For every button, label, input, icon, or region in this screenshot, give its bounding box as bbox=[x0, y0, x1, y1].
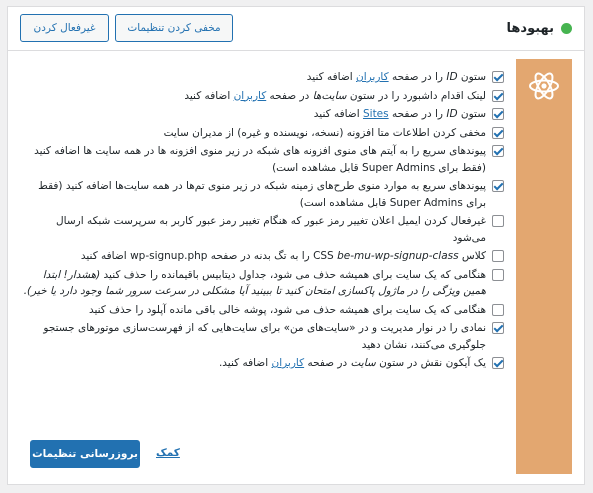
option-text: یک آیکون نقش در ستون bbox=[375, 357, 486, 369]
option-checkbox[interactable] bbox=[492, 250, 504, 262]
users-page-link[interactable]: کاربران bbox=[233, 89, 267, 102]
option-label bbox=[22, 69, 486, 86]
option-label bbox=[22, 302, 486, 319]
option-label bbox=[22, 267, 486, 300]
option-label bbox=[22, 213, 486, 246]
option-row bbox=[22, 320, 504, 353]
option-text: ستون bbox=[457, 108, 486, 120]
option-checkbox[interactable] bbox=[492, 357, 504, 369]
option-text: در صفحه bbox=[304, 357, 351, 369]
option-emphasis: سایت‌ها bbox=[312, 89, 347, 102]
option-text: را به تگ بدنه در صفحه wp-signup.php اضافه کنید bbox=[80, 250, 314, 262]
option-checkbox[interactable] bbox=[492, 304, 504, 316]
option-text: هنگامی که یک سایت برای همیشه حذف می شود، پوشه خالی باقی مانده آپلود را حذف کنید bbox=[88, 303, 486, 316]
option-emphasis: سایت bbox=[350, 357, 376, 369]
option-row bbox=[22, 143, 504, 176]
option-emphasis: ID bbox=[446, 108, 458, 120]
option-text: را در صفحه bbox=[388, 108, 447, 120]
users-page-link[interactable]: کاربران bbox=[271, 357, 305, 369]
option-emphasis: be-mu-wp-signup-class bbox=[337, 250, 459, 262]
option-label bbox=[22, 88, 486, 105]
option-checkbox[interactable] bbox=[492, 145, 504, 157]
option-text: لینک اقدام داشبورد را در ستون bbox=[346, 89, 486, 102]
update-settings-button[interactable]: بروزرسانی تنظیمات bbox=[30, 440, 140, 468]
disable-button[interactable]: غیرفعال کردن bbox=[20, 14, 109, 42]
option-label bbox=[22, 320, 486, 353]
option-row bbox=[22, 106, 504, 123]
users-page-link[interactable]: کاربران bbox=[356, 71, 389, 83]
option-checkbox[interactable] bbox=[492, 71, 504, 83]
option-label bbox=[22, 248, 486, 265]
option-row bbox=[22, 302, 504, 319]
atom-icon bbox=[528, 69, 560, 103]
option-label bbox=[22, 355, 486, 372]
option-text: ستون bbox=[457, 71, 486, 83]
option-row bbox=[22, 355, 504, 372]
option-text: را در صفحه bbox=[388, 71, 447, 83]
enhancements-panel bbox=[7, 6, 585, 485]
users-page-link[interactable]: Sites bbox=[362, 108, 389, 120]
option-text: در صفحه bbox=[266, 89, 313, 102]
option-emphasis: (هشدار! ابتدا همین ویژگی را در ماژول پاکسازی امتحان کنید تا ببینید آیا مشکلی در سرعت سرور شما وجود دارد یا خیر). bbox=[23, 268, 486, 297]
option-row bbox=[22, 88, 504, 105]
option-checkbox[interactable] bbox=[492, 108, 504, 120]
option-text: مخفی کردن اطلاعات متا افزونه (نسخه، نویسنده و غیره) از مدیران سایت bbox=[163, 126, 486, 139]
option-text: هنگامی که یک سایت برای همیشه حذف می شود، جداول دیتابیس باقیمانده را حذف کنید bbox=[100, 268, 486, 281]
option-text: پیوندهای سریع به موارد منوی طرح‌های زمینه شبکه در زیر منوی تم‌ها در همه سایت‌ها اضافه کنید (فقط برای Super Admins قابل مشاهده است) bbox=[38, 180, 486, 209]
option-row bbox=[22, 125, 504, 142]
option-row bbox=[22, 267, 504, 300]
option-checkbox[interactable] bbox=[492, 322, 504, 334]
option-text: اضافه کنید bbox=[313, 108, 363, 120]
option-label bbox=[22, 143, 486, 176]
side-panel bbox=[516, 59, 572, 474]
option-text: اضافه کنید. bbox=[218, 357, 272, 369]
option-label bbox=[22, 178, 486, 211]
option-text: کلاس CSS bbox=[313, 250, 486, 262]
option-checkbox[interactable] bbox=[492, 90, 504, 102]
option-row bbox=[22, 69, 504, 86]
panel-title: بهبودها bbox=[506, 21, 554, 36]
option-text: پیوندهای سریع را به آیتم های منوی افزونه های شبکه در زیر منوی افزونه ها در همه سایت ها اضافه کنید (فقط برای Super Admins قابل مشاهده است) bbox=[34, 145, 486, 174]
option-text: غیرفعال کردن ایمیل اعلان تغییر رمز عبور که هنگام تغییر رمز عبور کاربر به سرپرست شبکه ارسال می‌شود bbox=[56, 215, 486, 244]
option-text: اضافه کنید bbox=[184, 89, 234, 102]
hide-settings-button[interactable]: مخفی کردن تنظیمات bbox=[115, 14, 233, 42]
help-link[interactable]: کمک bbox=[156, 447, 180, 459]
options-list bbox=[22, 69, 504, 374]
option-checkbox[interactable] bbox=[492, 127, 504, 139]
option-checkbox[interactable] bbox=[492, 180, 504, 192]
option-row bbox=[22, 178, 504, 211]
option-emphasis: ID bbox=[446, 71, 458, 83]
option-checkbox[interactable] bbox=[492, 215, 504, 227]
option-row bbox=[22, 248, 504, 265]
option-row bbox=[22, 213, 504, 246]
option-label bbox=[22, 106, 486, 123]
panel-header bbox=[8, 7, 584, 51]
option-text: اضافه کنید bbox=[306, 71, 356, 83]
option-checkbox[interactable] bbox=[492, 269, 504, 281]
status-indicator bbox=[561, 23, 572, 34]
option-text: نمادی را در نوار مدیریت و در «سایت‌های من» برای سایت‌هایی که از فهرست‌سازی موتورهای جستجو جلوگیری می‌کنند، نشان دهید bbox=[43, 322, 486, 351]
option-label bbox=[22, 125, 486, 142]
